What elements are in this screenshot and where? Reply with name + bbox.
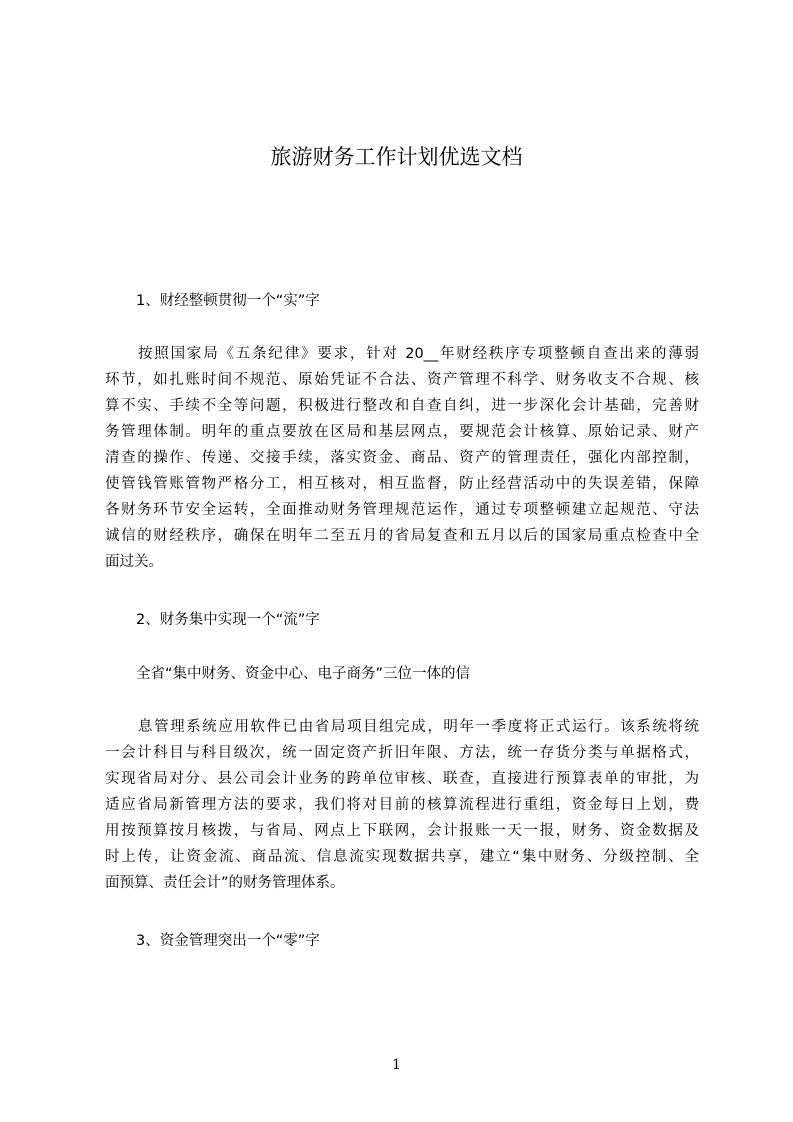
section-heading-1: 1、财经整顿贯彻一个“实”字: [136, 293, 320, 309]
paragraph-line: 息管理系统应用软件已由省局项目组完成，明年一季度将正式运行。该系统将统: [138, 719, 699, 735]
paragraph-line: 算不实、手续不全等问题，积极进行整改和自查自纠，进一步深化会计基础，完善财: [105, 398, 699, 414]
paragraph-line: 各财务环节安全运转，全面推动财务管理规范运作，通过专项整顿建立起规范、守法: [105, 502, 699, 518]
paragraph-line: 面预算、责任会计”的财务管理体系。: [105, 875, 345, 891]
paragraph-line: 用按预算按月核拨，与省局、网点上下联网，会计报账一天一报，财务、资金数据及: [105, 823, 699, 839]
paragraph-line: 适应省局新管理方法的要求，我们将对目前的核算流程进行重组，资金每日上划，费: [105, 797, 699, 813]
section-heading-2: 2、财务集中实现一个“流”字: [136, 612, 320, 628]
paragraph-line: 时上传，让资金流、商品流、信息流实现数据共享，建立“集中财务、分级控制、全: [105, 849, 699, 865]
paragraph-line: 面过关。: [105, 554, 163, 570]
paragraph-line: 诚信的财经秩序，确保在明年二至五月的省局复查和五月以后的国家局重点检查中全: [105, 528, 699, 544]
section-lead-line: 全省“集中财务、资金中心、电子商务”三位一体的信: [136, 666, 471, 682]
document-title: 旅游财务工作计划优选文档: [270, 145, 523, 169]
section-heading-3: 3、资金管理突出一个“零”字: [136, 933, 320, 949]
paragraph-line: 清查的操作、传递、交接手续，落实资金、商品、资产的管理责任，强化内部控制，: [105, 450, 699, 466]
paragraph-line: 按照国家局《五条纪律》要求，针对 20__年财经秩序专项整顿自查出来的薄弱: [138, 346, 699, 362]
paragraph-line: 务管理体制。明年的重点要放在区局和基层网点，要规范会计核算、原始记录、财产: [105, 424, 699, 440]
page-number: 1: [392, 1057, 401, 1073]
paragraph-line: 一会计科目与科目级次，统一固定资产折旧年限、方法，统一存货分类与单据格式，: [105, 745, 699, 761]
paragraph-line: 使管钱管账管物严格分工，相互核对，相互监督，防止经营活动中的失误差错，保障: [105, 476, 699, 492]
paragraph-line: 环节，如扎账时间不规范、原始凭证不合法、资产管理不科学、财务收支不合规、核: [105, 372, 699, 388]
paragraph-line: 实现省局对分、县公司会计业务的跨单位审核、联查，直接进行预算表单的审批，为: [105, 771, 699, 787]
